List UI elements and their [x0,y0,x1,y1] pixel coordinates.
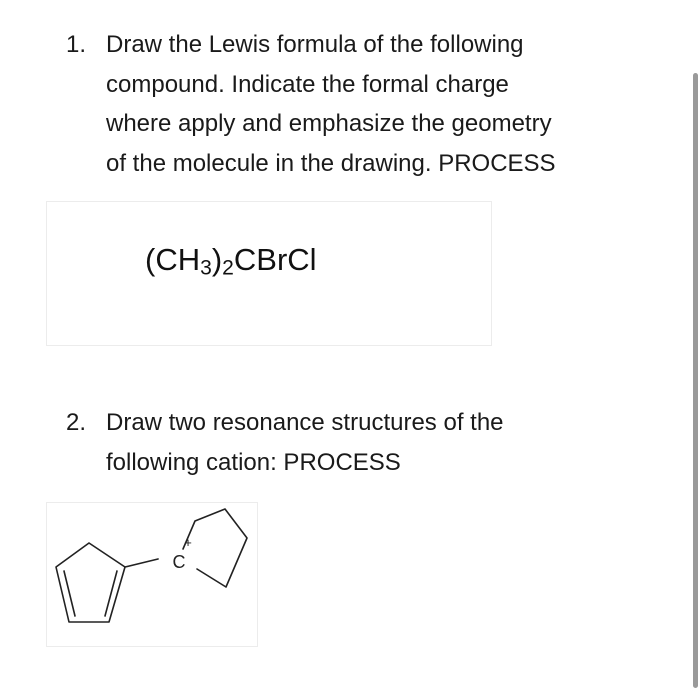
formula-part: (CH [145,242,201,277]
chemical-formula [145,242,317,281]
question-2-number: 2. [66,409,87,436]
formula-part: ) [211,242,223,277]
question-2-text [106,403,666,482]
cyclopentyl-ring [183,509,247,587]
cation-carbon-label: C [172,552,186,572]
question-2-line: following cation: PROCESS [106,448,401,476]
question-1-line: compound. Indicate the formal charge [106,70,509,98]
positive-charge-label: + [184,535,192,550]
question-1-line: Draw the Lewis formula of the following [106,31,524,58]
double-bond-inner [105,571,117,616]
formula-part: CBrCl [233,242,317,277]
formula-subscript: 3 [200,256,212,280]
question-1-text [106,25,666,183]
question-2 [66,403,666,482]
question-1-number: 1. [66,31,87,58]
question-1-line: of the molecule in the drawing. PROCESS [106,149,556,177]
question-1 [66,25,666,183]
structure-image [46,502,258,647]
question-2-line: Draw two resonance structures of the [106,409,504,436]
formula-subscript: 2 [222,256,234,280]
bond-to-cation [125,559,158,567]
formula-image [46,201,492,346]
cation-structure-diagram [47,503,257,646]
question-1-line: where apply and emphasize the geometry [106,110,552,137]
scrollbar[interactable] [693,73,698,688]
